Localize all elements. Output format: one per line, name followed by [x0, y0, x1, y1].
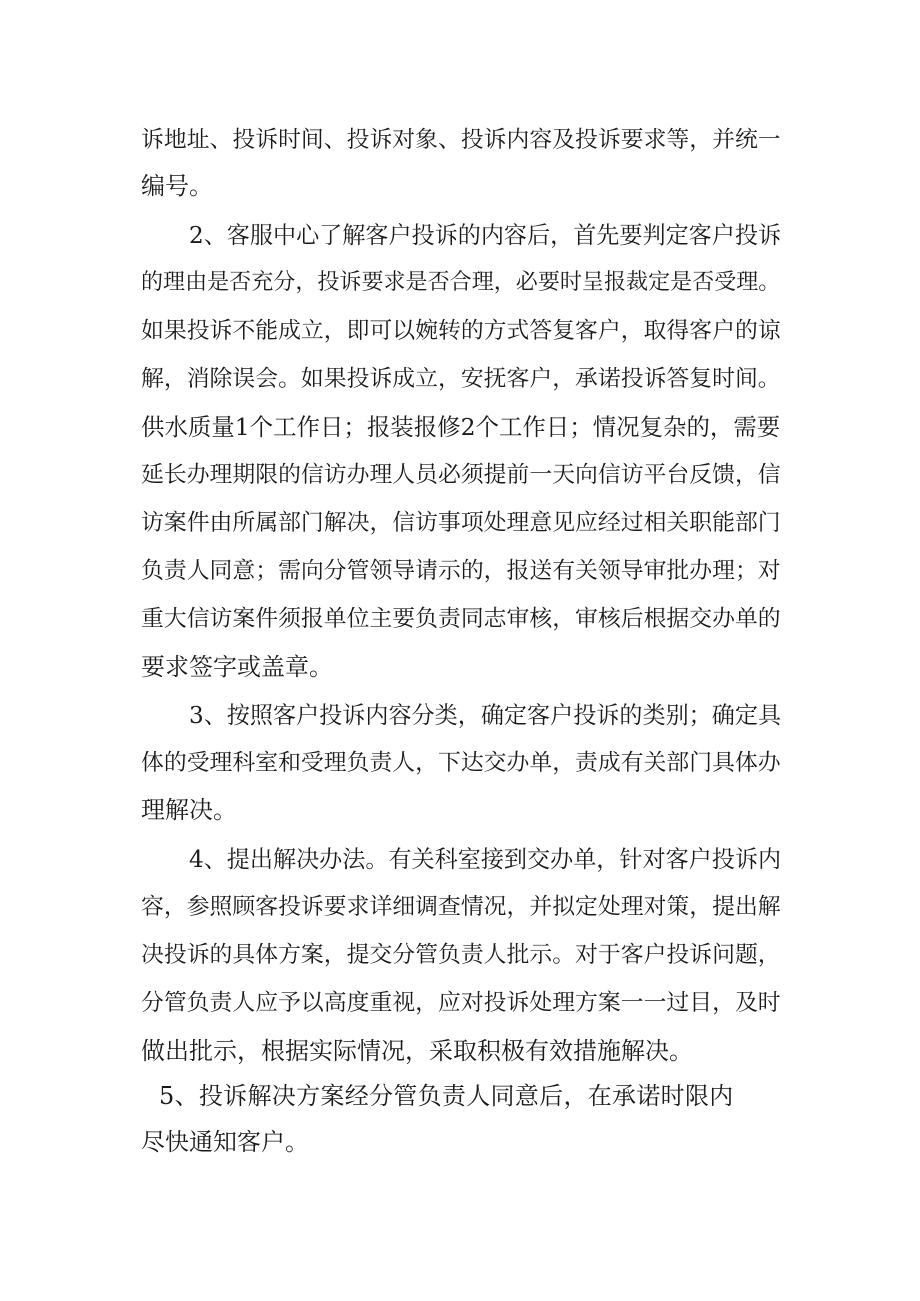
text-line: 延长办理期限的信访办理人员必须提前一天向信访平台反馈，信: [141, 462, 781, 488]
text-line: 要求签字或盖章。: [141, 653, 333, 681]
text-line: 5、投诉解决方案经分管负责人同意后，在承诺时限内: [159, 1082, 734, 1110]
text-line: 供水质量1个工作日；报装报修2个工作日；情况复杂的，需要: [141, 413, 781, 441]
text-line: 的理由是否充分，投诉要求是否合理，必要时呈报裁定是否受理。: [141, 270, 781, 295]
text-line: 做出批示，根据实际情况，采取积极有效措施解决。: [141, 1037, 693, 1065]
text-line: 理解决。: [141, 796, 237, 824]
text-line: 访案件由所属部门解决，信访事项处理意见应经过相关职能部门: [141, 510, 781, 536]
text-line: 决投诉的具体方案，提交分管负责人批示。对于客户投诉问题，: [141, 942, 781, 968]
text-line: 负责人同意；需向分管领导请示的，报送有关领导审批办理；对: [141, 558, 781, 584]
text-line: 尽快通知客户。: [141, 1128, 309, 1156]
text-line: 如果投诉不能成立，即可以婉转的方式答复客户，取得客户的谅: [141, 318, 781, 344]
text-line: 重大信访案件须报单位主要负责同志审核，审核后根据交办单的: [141, 606, 781, 632]
text-line: 体的受理科室和受理负责人，下达交办单，责成有关部门具体办: [141, 750, 781, 776]
text-line: 编号。: [141, 172, 213, 200]
text-line: 3、按照客户投诉内容分类，确定客户投诉的类别；确定具: [189, 703, 782, 729]
text-line: 分管负责人应予以高度重视，应对投诉处理方案一一过目，及时: [141, 990, 781, 1016]
text-line: 容，参照顾客投诉要求详细调查情况，并拟定处理对策，提出解: [141, 894, 781, 920]
text-line: 诉地址、投诉时间、投诉对象、投诉内容及投诉要求等，并统一: [141, 127, 781, 153]
text-line: 4、提出解决办法。有关科室接到交办单，针对客户投诉内: [189, 847, 782, 873]
text-line: 2、客服中心了解客户投诉的内容后，首先要判定客户投诉: [189, 223, 782, 249]
text-line: 解，消除误会。如果投诉成立，安抚客户，承诺投诉答复时间。: [141, 366, 781, 392]
